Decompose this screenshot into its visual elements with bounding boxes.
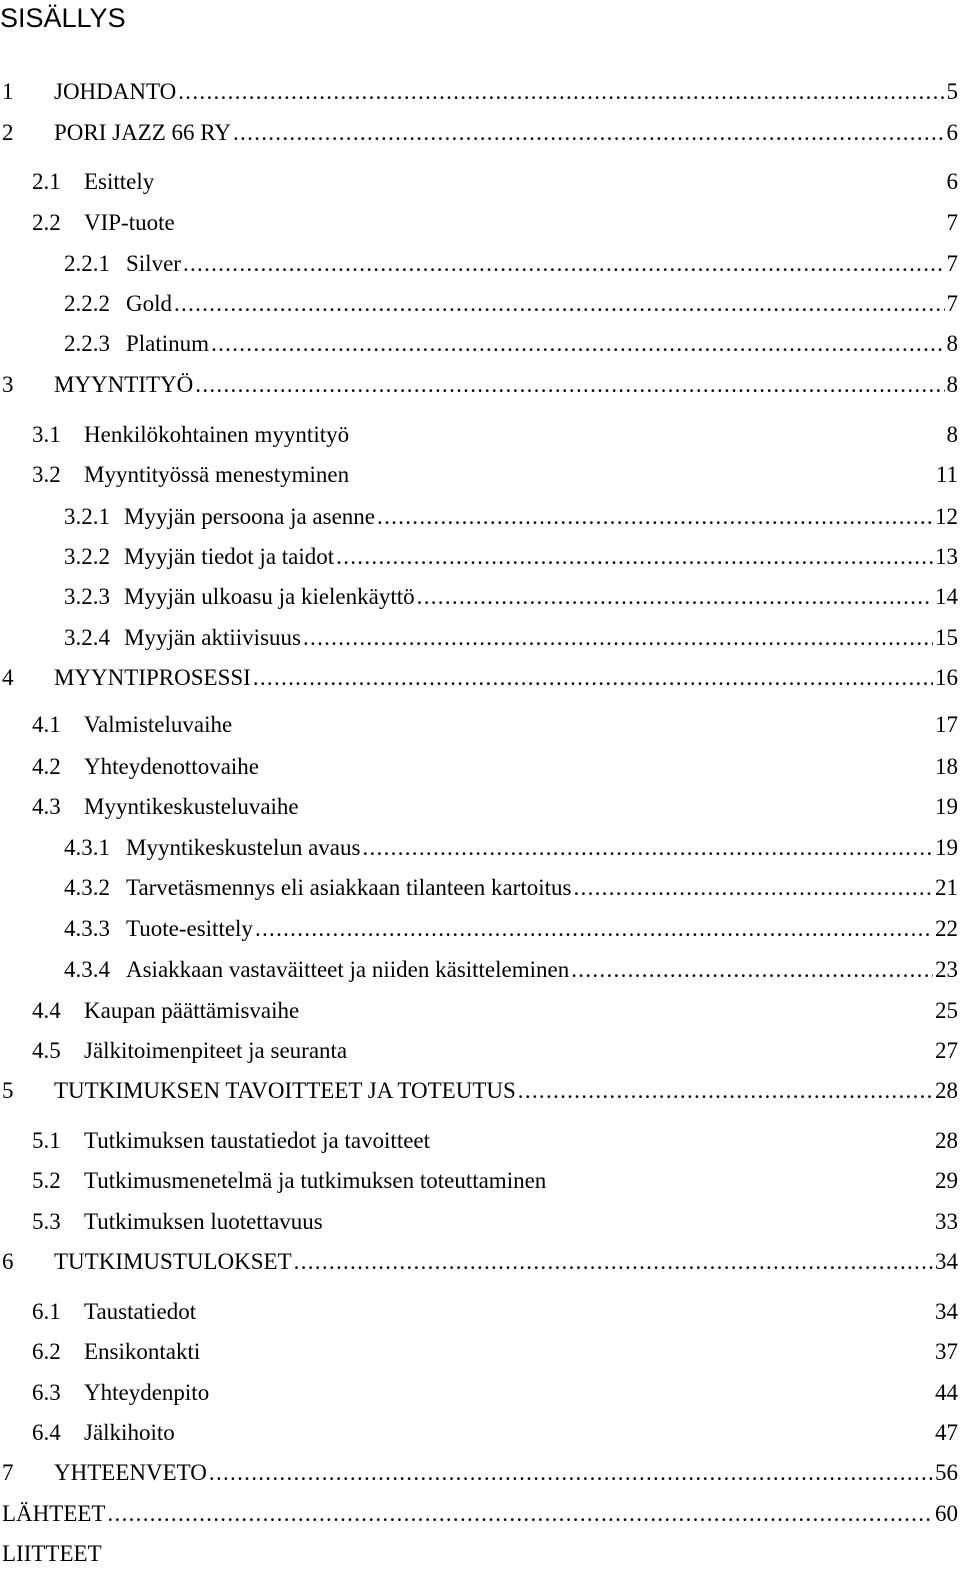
toc-entry-label: Taustatiedot — [84, 1299, 197, 1324]
toc-page-number: 8 — [946, 331, 958, 356]
toc-entry[interactable] — [64, 833, 958, 863]
toc-entry[interactable] — [32, 1126, 958, 1156]
toc-entry-number: 4 — [2, 665, 14, 690]
toc-entry-label: JOHDANTO — [54, 79, 177, 104]
toc-dot-leader — [233, 118, 945, 148]
toc-entry[interactable] — [32, 167, 958, 197]
toc-page-number: 7 — [946, 251, 958, 276]
toc-entry[interactable] — [64, 289, 958, 319]
toc-entry-label: LÄHTEET — [2, 1501, 106, 1526]
toc-entry[interactable] — [32, 208, 958, 238]
toc-entry[interactable] — [2, 1247, 958, 1277]
toc-entry-label: MYYNTIPROSESSI — [54, 665, 251, 690]
toc-entry-number: 1 — [2, 79, 14, 104]
toc-entry-label: TUTKIMUSTULOKSET — [54, 1249, 292, 1274]
toc-entry-number: 6 — [2, 1249, 14, 1274]
toc-entry[interactable] — [2, 1076, 958, 1106]
toc-page-number: 56 — [935, 1460, 958, 1485]
toc-dot-leader — [255, 914, 933, 944]
toc-entry-label: Kaupan päättämisvaihe — [84, 998, 300, 1023]
toc-page-number: 34 — [935, 1249, 958, 1274]
toc-entry-number: 3.1 — [32, 422, 61, 447]
toc-dot-leader — [294, 1247, 933, 1277]
toc-page-number: 60 — [935, 1501, 958, 1526]
toc-entry-label: Platinum — [126, 331, 210, 356]
toc-page-number: 14 — [935, 584, 958, 609]
toc-dot-leader — [195, 370, 944, 400]
toc-dot-leader — [573, 873, 933, 903]
toc-page-number: 6 — [946, 169, 958, 194]
toc-page-number: 12 — [935, 504, 958, 529]
toc-dot-leader — [377, 502, 933, 532]
toc-dot-leader — [518, 1076, 933, 1106]
toc-page-number: 11 — [935, 462, 958, 487]
toc-entry-number: 4.4 — [32, 998, 61, 1023]
toc-dot-leader — [571, 955, 933, 985]
toc-entry-number: 7 — [2, 1460, 14, 1485]
toc-entry[interactable] — [32, 1337, 958, 1367]
toc-entry-label: Tutkimuksen luotettavuus — [84, 1209, 323, 1234]
toc-entry[interactable] — [64, 914, 958, 944]
toc-entry-number: 6.3 — [32, 1380, 61, 1405]
toc-entry-label: PORI JAZZ 66 RY — [54, 120, 231, 145]
toc-entry-number: 4.2 — [32, 754, 61, 779]
toc-entry-label: Tutkimusmenetelmä ja tutkimuksen toteuttaminen — [84, 1168, 547, 1193]
toc-page-number: 23 — [935, 957, 958, 982]
toc-page-number: 13 — [935, 544, 958, 569]
toc-entry-label: Myyntityössä menestyminen — [84, 462, 350, 487]
toc-entry-number: 5.1 — [32, 1128, 61, 1153]
toc-entry[interactable] — [32, 420, 958, 450]
toc-entry-label: LIITTEET — [2, 1541, 102, 1566]
toc-entry-label: MYYNTITYÖ — [54, 372, 194, 397]
toc-page-number: 7 — [946, 210, 958, 235]
toc-entry-number: 4.3.3 — [64, 916, 110, 941]
toc-entry[interactable] — [32, 710, 958, 740]
toc-entry-number: 3 — [2, 372, 14, 397]
toc-page-number: 8 — [946, 422, 958, 447]
toc-dot-leader — [183, 249, 945, 279]
toc-entry-label: Myyntikeskusteluvaihe — [84, 794, 299, 819]
toc-entry[interactable] — [2, 118, 958, 148]
toc-page-number: 17 — [935, 712, 958, 737]
toc-entry-number: 3.2.2 — [64, 544, 110, 569]
toc-entry[interactable] — [64, 582, 958, 612]
toc-entry-number: 4.1 — [32, 712, 61, 737]
toc-page-number: 6 — [946, 120, 958, 145]
toc-entry[interactable] — [2, 77, 958, 107]
toc-entry[interactable] — [2, 1458, 958, 1488]
toc-entry-number: 3.2 — [32, 462, 61, 487]
toc-page-number: 34 — [935, 1299, 958, 1324]
toc-entry-number: 3.2.1 — [64, 504, 110, 529]
toc-entry-number: 6.4 — [32, 1420, 61, 1445]
toc-entry[interactable] — [64, 329, 958, 359]
toc-entry-number: 2 — [2, 120, 14, 145]
toc-entry-label: Jälkitoimenpiteet ja seuranta — [84, 1038, 348, 1063]
toc-entry-label: YHTEENVETO — [54, 1460, 207, 1485]
toc-entry-label: Valmisteluvaihe — [84, 712, 233, 737]
toc-page-number: 33 — [935, 1209, 958, 1234]
toc-entry-label: Myyntikeskustelun avaus — [126, 835, 361, 860]
toc-entry-number: 4.3.2 — [64, 875, 110, 900]
toc-entry-label: Asiakkaan vastaväitteet ja niiden käsitteleminen — [126, 957, 570, 982]
toc-entry-number: 2.2.3 — [64, 331, 110, 356]
toc-page-number: 21 — [935, 875, 958, 900]
toc-entry-label: Tutkimuksen taustatiedot ja tavoitteet — [84, 1128, 431, 1153]
toc-entry-label: Yhteydenpito — [84, 1380, 210, 1405]
toc-entry-number: 2.2.1 — [64, 251, 110, 276]
toc-entry[interactable] — [64, 502, 958, 532]
toc-entry-number: 5.2 — [32, 1168, 61, 1193]
toc-entry[interactable] — [32, 1418, 958, 1448]
toc-entry[interactable] — [64, 955, 958, 985]
toc-page-number: 15 — [935, 625, 958, 650]
toc-entry-number: 5.3 — [32, 1209, 61, 1234]
toc-entry-label: Jälkihoito — [84, 1420, 175, 1445]
toc-entry[interactable] — [32, 792, 958, 822]
toc-entry-number: 2.2.2 — [64, 291, 110, 316]
toc-entry-number: 4.3.1 — [64, 835, 110, 860]
toc-entry-number: 2.2 — [32, 210, 61, 235]
toc-page-number: 16 — [935, 665, 958, 690]
toc-page-number: 18 — [935, 754, 958, 779]
toc-entry-number: 6.2 — [32, 1339, 61, 1364]
toc-page-number: 44 — [935, 1380, 958, 1405]
toc-entry-label: Ensikontakti — [84, 1339, 201, 1364]
page-title: SISÄLLYS — [0, 3, 126, 33]
toc-entry[interactable] — [64, 873, 958, 903]
toc-entry-label: VIP-tuote — [84, 210, 175, 235]
toc-page-number: 37 — [935, 1339, 958, 1364]
toc-dot-leader — [417, 582, 933, 612]
toc-entry[interactable] — [32, 752, 958, 782]
toc-entry-label: TUTKIMUKSEN TAVOITTEET JA TOTEUTUS — [54, 1078, 516, 1103]
toc-page-number: 28 — [935, 1078, 958, 1103]
toc-entry-label: Myyjän tiedot ja taidot — [124, 544, 335, 569]
toc-entry[interactable] — [64, 623, 958, 653]
toc-dot-leader — [336, 542, 933, 572]
toc-entry-label: Myyjän persoona ja asenne — [124, 504, 376, 529]
toc-page-number: 29 — [935, 1168, 958, 1193]
toc-dot-leader — [211, 329, 944, 359]
toc-page-number: 8 — [946, 372, 958, 397]
toc-entry[interactable] — [64, 249, 958, 279]
toc-entry-label: Tarvetäsmennys eli asiakkaan tilanteen kartoitus — [126, 875, 572, 900]
toc-entry[interactable] — [32, 1166, 958, 1196]
toc-entry[interactable] — [32, 1036, 958, 1066]
toc-page-number: 27 — [935, 1038, 958, 1063]
toc-entry-number: 4.3 — [32, 794, 61, 819]
toc-entry-number: 3.2.3 — [64, 584, 110, 609]
toc-entry-label: Gold — [126, 291, 172, 316]
toc-entry-label: Henkilökohtainen myyntityö — [84, 422, 350, 447]
toc-entry-number: 4.3.4 — [64, 957, 110, 982]
toc-entry[interactable] — [2, 370, 958, 400]
toc-dot-leader — [174, 289, 945, 319]
toc-dot-leader — [362, 833, 933, 863]
toc-entry[interactable] — [2, 1499, 958, 1529]
toc-entry[interactable] — [64, 542, 958, 572]
toc-page-number: 47 — [935, 1420, 958, 1445]
toc-dot-leader — [253, 663, 933, 693]
toc-page-number: 19 — [935, 794, 958, 819]
toc-entry-label: Myyjän ulkoasu ja kielenkäyttö — [124, 584, 415, 609]
toc-entry-number: 2.1 — [32, 169, 61, 194]
toc-dot-leader — [178, 77, 944, 107]
toc-entry-label: Tuote-esittely — [126, 916, 253, 941]
toc-entry[interactable] — [32, 1378, 958, 1408]
toc-entry-label: Myyjän aktiivisuus — [124, 625, 301, 650]
toc-entry-number: 5 — [2, 1078, 14, 1103]
toc-entry[interactable] — [32, 996, 958, 1026]
toc-dot-leader — [303, 623, 933, 653]
toc-dot-leader — [107, 1499, 933, 1529]
toc-entry[interactable] — [32, 1297, 958, 1327]
toc-entry[interactable] — [32, 460, 958, 490]
toc-page-number: 7 — [946, 291, 958, 316]
toc-page-number: 28 — [935, 1128, 958, 1153]
toc-page-number: 25 — [935, 998, 958, 1023]
toc-dot-leader — [209, 1458, 933, 1488]
toc-page-number: 5 — [946, 79, 958, 104]
toc-entry-label: Esittely — [84, 169, 155, 194]
toc-entry[interactable] — [2, 663, 958, 693]
toc-entry-number: 4.5 — [32, 1038, 61, 1063]
toc-entry-number: 6.1 — [32, 1299, 61, 1324]
toc-page-number: 22 — [935, 916, 958, 941]
toc-entry-label: Silver — [126, 251, 181, 276]
toc-entry-label: Yhteydenottovaihe — [84, 754, 260, 779]
toc-entry-number: 3.2.4 — [64, 625, 110, 650]
toc-entry[interactable] — [32, 1207, 958, 1237]
toc-page-number: 19 — [935, 835, 958, 860]
